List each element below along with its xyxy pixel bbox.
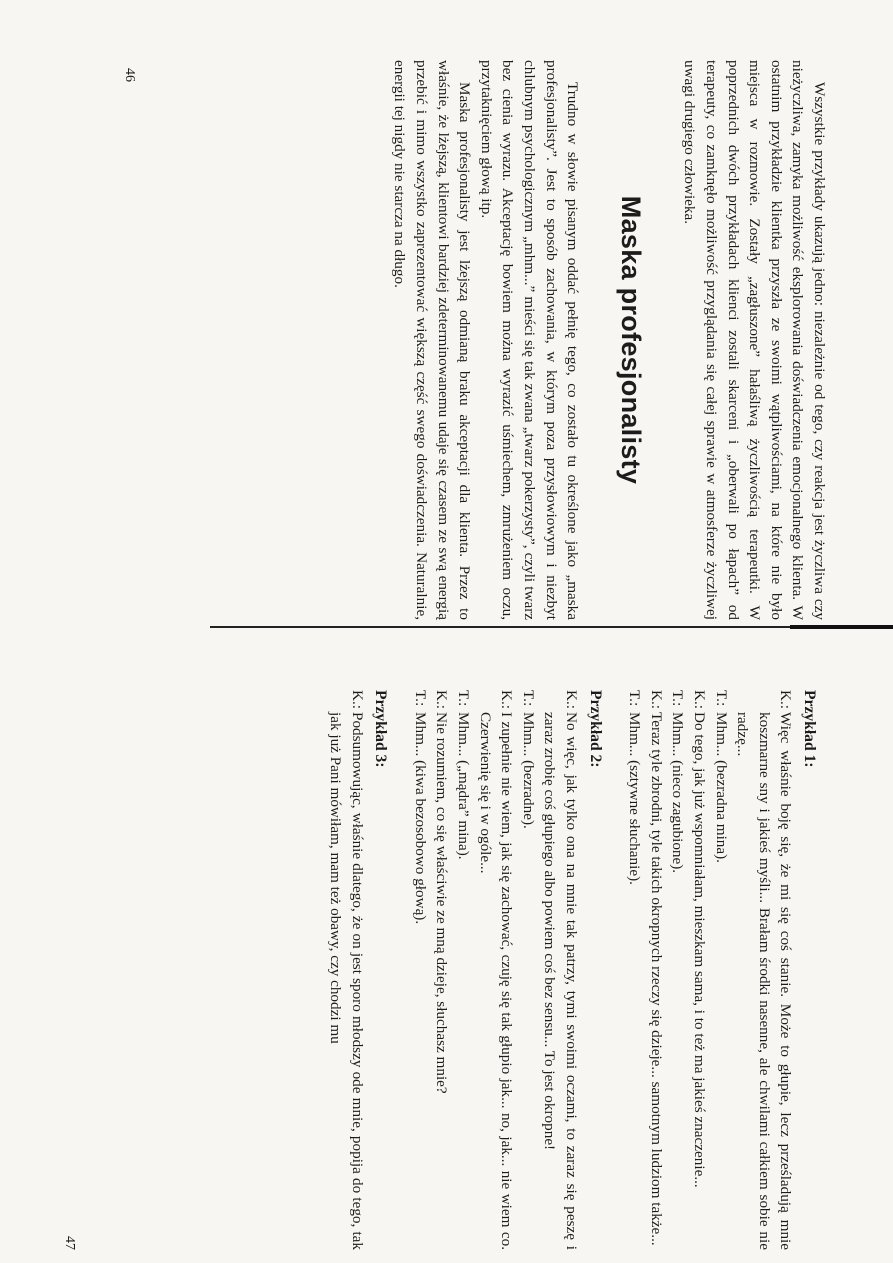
dialogue-turn <box>431 690 453 1250</box>
body-paragraph-1: Trudno w słowie pisanym oddać pełnię tego, co zostało tu określone jako „maska profesjonalisty”. Jest to sposób zachowania, w którym poza przysłowiowym i niezbyt chlubnym psychologicznym „mhm...” mieści się tak zwana „twarz pokerzysty”, czyli twarz bez cienia wyrazu. Akceptację bowiem można wyrazić uśmiechem, zmrużeniem oczu, przytaknięciem głową itp. <box>477 60 582 620</box>
utterance-text: Mhm... (sztywne słuchanie). <box>626 712 644 885</box>
section-heading: Maska profesjonalisty <box>615 195 646 485</box>
speaker-label: K.: <box>563 690 581 709</box>
speaker-label: T.: <box>626 690 644 707</box>
example-block <box>624 690 820 1250</box>
page-number-left: 46 <box>122 68 137 82</box>
dialogue-turn <box>474 690 517 1250</box>
speaker-label: T.: <box>712 690 730 707</box>
speaker-label: T.: <box>455 690 473 707</box>
utterance-text: No więc, jak tylko ona na mnie tak patrzy, tymi swoimi oczami, to zaraz się peszę i zaraz zrobię coś głupiego albo powiem coś bez sensu... To jest okropne! <box>541 712 581 1250</box>
dialogue-turn <box>325 690 368 1250</box>
utterance-text: Mhm... (bezradne). <box>519 712 537 829</box>
dialogue-turn <box>624 690 646 1250</box>
dialogue-turn <box>539 690 582 1250</box>
utterance-text: Teraz tyle zbrodni, tyle takich okropnych rzeczy się dzieje... samotnym ludziom także... <box>647 712 665 1246</box>
example-title: Przykład 1: <box>801 690 818 768</box>
utterance-text: Mhm... (kiwa bezosobowo głową). <box>411 712 429 925</box>
dialogue-turn <box>710 690 732 1250</box>
speaker-label: K.: <box>348 690 366 709</box>
speaker-label: K.: <box>647 690 665 709</box>
utterance-text: Do tego, jak już wspomniałam, mieszkam sama, i to też ma jakieś znaczenie... <box>691 712 709 1188</box>
utterance-text: Mhm... („mądra” mina). <box>455 712 473 860</box>
utterance-text: Więc właśnie boję się, że mi się coś stanie. Może to głupie, lecz prześladują mnie koszmarne sny i jakieś myśli... Brałam środki nasenne, ale chwilami całkiem sobie nie radzę... <box>734 712 795 1250</box>
speaker-label: K.: <box>777 690 795 709</box>
utterance-text: I zupełnie nie wiem, jak się zachować, czuję się tak głupio jak... no, jak... nie wiem co. Czerwienię się i w ogóle... <box>476 712 516 1250</box>
page-number-right: 47 <box>62 1236 77 1250</box>
utterance-text: Mhm... (bezradna mina). <box>712 712 730 863</box>
speaker-label: K.: <box>498 690 516 709</box>
page-46 <box>70 60 830 620</box>
example-block <box>325 690 392 1250</box>
dialogue-turn <box>453 690 475 1250</box>
dialogue-turn <box>667 690 689 1250</box>
speaker-label: K.: <box>433 690 451 709</box>
intro-paragraph: Wszystkie przykłady ukazują jedno: niezależnie od tego, czy reakcja jest życzliwa czy nieżyczliwa, zamyka możliwość eksplorowania doświadczenia emocjonalnego klienta. W ostatnim przykładzie klientka przyszła ze swoimi wątpliwościami, na które nie było miejsca w rozmowie. Zostały „zagłuszone” hałaśliwą życzliwością terapeutki. W poprzednich dwóch przykładach klienci zostali skarceni i „oberwali po łapach” od terapeuty, co zamknęło możliwość przyglądania się całej sprawie w atmosferze życzliwej uwagi drugiego człowieka. <box>681 60 828 620</box>
speaker-label: T.: <box>519 690 537 707</box>
example-block <box>409 690 605 1250</box>
speaker-label: K.: <box>691 690 709 709</box>
dialogue-turn <box>517 690 539 1250</box>
dialogue-turn <box>688 690 710 1250</box>
example-title: Przykład 3: <box>372 690 390 768</box>
page-edge-shadow <box>790 625 893 629</box>
page-47 <box>60 690 820 1250</box>
utterance-text: Mhm... (nieco zagubione). <box>669 712 687 874</box>
dialogue-turn <box>645 690 667 1250</box>
example-title: Przykład 2: <box>586 690 604 768</box>
dialogue-turn <box>732 690 797 1250</box>
speaker-label: T.: <box>411 690 429 707</box>
utterance-text: Nie rozumiem, co się właściwie ze mną dzieje, słuchasz mnie? <box>433 712 451 1094</box>
utterance-text: Podsumowując, właśnie dlatego, że on jest sporo młodszy ode mnie, popija do tego, tak jak już Pani mówiłam, mam też obawy, czy chodzi mu <box>327 712 366 1250</box>
examples-list <box>325 690 820 1250</box>
body-paragraph-2: Maska profesjonalisty jest lżejszą odmianą braku akceptacji dla klienta. Przez to właśnie, że lżejszą, klientowi bardziej zdeterminowanemu udaje się czasem ze swą energią przebić i mimo wszystko zaprezentować większą część swego doświadczenia. Naturalnie, energii tej nigdy nie starcza na długo. <box>391 60 474 620</box>
dialogue-turn <box>409 690 431 1250</box>
speaker-label: T.: <box>669 690 687 707</box>
